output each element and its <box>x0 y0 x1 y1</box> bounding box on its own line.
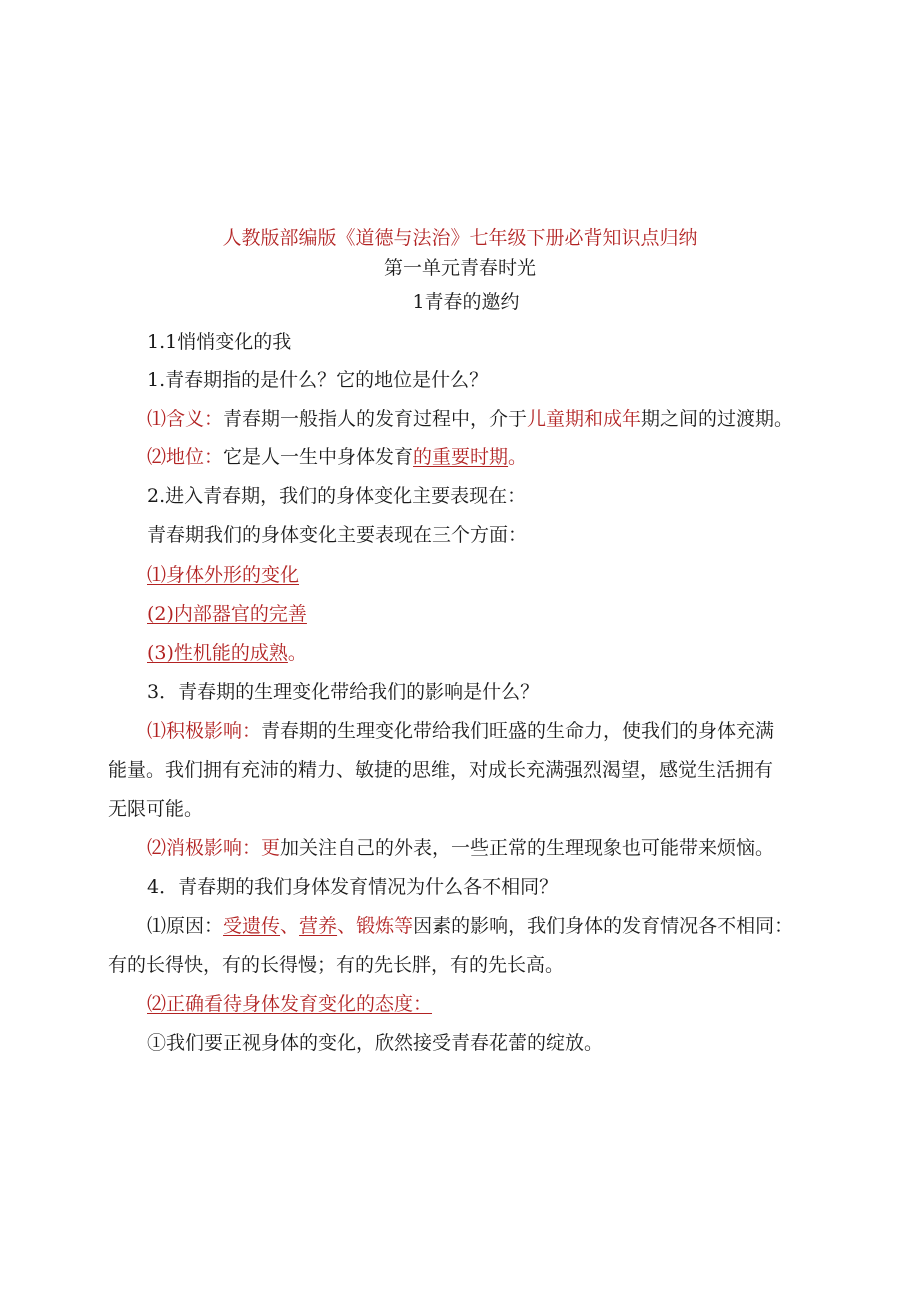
lesson-title: 1青春的邀约 <box>412 291 520 313</box>
answer-text: 它是人一生中身体发育 <box>223 446 414 468</box>
answer-3-positive-line-3: 无限可能。 <box>108 798 204 820</box>
answer-3-positive-line-1 <box>147 717 920 745</box>
answer-highlight: 的重要时期 <box>413 446 509 468</box>
question-2-intro: 青春期我们的身体变化主要表现在三个方面： <box>147 524 528 546</box>
reason-highlight: 锻炼等 <box>356 915 414 937</box>
reason-highlight: 营养 <box>299 915 338 937</box>
question-1: 1.青春期指的是什么？它的地位是什么？ <box>147 369 489 391</box>
unit-title: 第一单元青春时光 <box>383 257 536 279</box>
answer-1-status <box>147 443 920 471</box>
answer-text: 期之间的过渡期。 <box>641 408 794 430</box>
answer-3-negative <box>147 834 920 862</box>
reason-separator: 、 <box>337 915 357 937</box>
answer-text: 加关注自己的外表，一些正常的生理现象也可能带来烦恼。 <box>280 837 775 859</box>
answer-3-positive-line-2: 能量。我们拥有充沛的精力、敏捷的思维，对成长充满强烈渴望，感觉生活拥有 <box>108 759 774 781</box>
question-4: 4．青春期的我们身体发育情况为什么各不相同？ <box>147 876 559 898</box>
attitude-heading: ⑵正确看待身体发育变化的态度： <box>147 993 433 1015</box>
answer-label: ⑵地位： <box>147 446 224 468</box>
question-2: 2.进入青春期，我们的身体变化主要表现在： <box>147 485 527 507</box>
attitude-point-1: ①我们要正视身体的变化，欣然接受青春花蕾的绽放。 <box>147 1032 604 1054</box>
answer-4-attitude <box>147 990 920 1018</box>
answer-4-reason-line-1 <box>147 912 920 940</box>
document-title: 人教版部编版《道德与法治》七年级下册必背知识点归纳 <box>222 227 698 249</box>
answer-highlight: 儿童期和成年 <box>527 408 642 430</box>
question-3: 3．青春期的生理变化带给我们的影响是什么？ <box>147 681 540 703</box>
answer-end: 。 <box>508 446 528 468</box>
answer-label: ⑴原因： <box>147 915 224 937</box>
section-title: 1.1悄悄变化的我 <box>147 331 292 353</box>
answer-4-reason-line-2: 有的长得快，有的长得慢；有的先长胖，有的先长高。 <box>108 954 565 976</box>
answer-label: ⑴积极影响： <box>147 720 262 742</box>
change-item-text: ⑴身体外形的变化 <box>147 564 300 586</box>
answer-text: 青春期的生理变化带给我们旺盛的生命力，使我们的身体充满 <box>261 720 775 742</box>
answer-label: ⑵消极影响：更 <box>147 837 281 859</box>
change-item-end: 。 <box>287 642 307 664</box>
change-item-3 <box>147 639 920 667</box>
change-item-text: (2)内部器官的完善 <box>147 603 307 625</box>
change-item-1 <box>147 561 920 589</box>
answer-label: ⑴含义： <box>147 408 224 430</box>
reason-separator: 、 <box>280 915 300 937</box>
reason-highlight: 受遗传 <box>223 915 281 937</box>
answer-text: 因素的影响，我们身体的发育情况各不相同： <box>413 915 794 937</box>
change-item-text: (3)性机能的成熟 <box>147 642 288 664</box>
answer-text: 青春期一般指人的发育过程中，介于 <box>223 408 528 430</box>
answer-1-meaning <box>147 405 920 433</box>
change-item-2 <box>147 600 920 628</box>
